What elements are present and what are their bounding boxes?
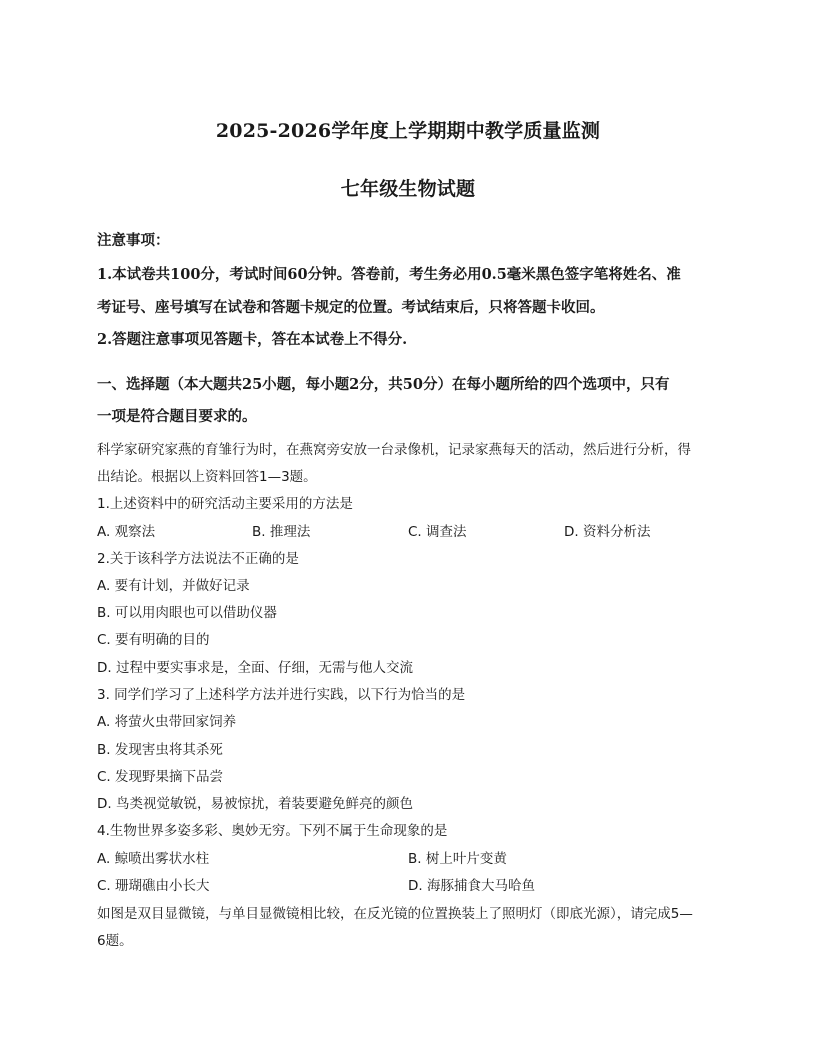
notice-heading: 注意事项： bbox=[97, 232, 170, 249]
page-subtitle: 七年级生物试题 bbox=[340, 178, 476, 200]
question-1-option-a: A. 观察法 bbox=[97, 524, 156, 540]
passage-line-1: 科学家研究家燕的育雏行为时，在燕窝旁安放一台录像机，记录家燕每天的活动，然后进行分析，得 bbox=[97, 442, 691, 458]
page-title: 2025-2026学年度上学期期中教学质量监测 bbox=[215, 120, 601, 142]
question-3-option-b: B. 发现害虫将其杀死 bbox=[97, 742, 223, 758]
question-4-option-d: D. 海豚捕食大马哈鱼 bbox=[408, 878, 535, 894]
question-1-option-c: C. 调查法 bbox=[408, 524, 467, 540]
question-1-stem: 1.上述资料中的研究活动主要采用的方法是 bbox=[97, 496, 353, 512]
notice-item-2: 2.答题注意事项见答题卡，答在本试卷上不得分. bbox=[97, 331, 408, 348]
question-4-option-a: A. 鲸喷出雾状水柱 bbox=[97, 851, 210, 867]
question-1-option-d: D. 资料分析法 bbox=[564, 524, 651, 540]
question-4-stem: 4.生物世界多姿多彩、奥妙无穷。下列不属于生命现象的是 bbox=[97, 823, 448, 839]
question-4-option-b: B. 树上叶片变黄 bbox=[408, 851, 507, 867]
passage-2-line-2: 6题。 bbox=[97, 933, 133, 949]
question-2-option-d: D. 过程中要实事求是，全面、仔细，无需与他人交流 bbox=[97, 660, 413, 676]
question-3-stem: 3. 同学们学习了上述科学方法并进行实践，以下行为恰当的是 bbox=[97, 687, 466, 703]
question-3-option-d: D. 鸟类视觉敏锐，易被惊扰，着装要避免鲜亮的颜色 bbox=[97, 796, 413, 812]
question-2-option-c: C. 要有明确的目的 bbox=[97, 632, 210, 648]
passage-2-line-1: 如图是双目显微镜，与单目显微镜相比较，在反光镜的位置换装上了照明灯（即底光源），请完成5— bbox=[97, 906, 693, 922]
question-2-stem: 2.关于该科学方法说法不正确的是 bbox=[97, 551, 299, 567]
section-heading-line-2: 一项是符合题目要求的。 bbox=[97, 408, 257, 425]
question-4-option-c: C. 珊瑚礁由小长大 bbox=[97, 878, 210, 894]
section-heading-line-1: 一、选择题（本大题共25小题，每小题2分，共50分）在每小题所给的四个选项中，只有 bbox=[97, 376, 670, 393]
question-3-option-c: C. 发现野果摘下品尝 bbox=[97, 769, 224, 785]
question-3-option-a: A. 将萤火虫带回家饲养 bbox=[97, 714, 237, 730]
question-1-option-b: B. 推理法 bbox=[252, 524, 311, 540]
notice-item-1-line-1: 1.本试卷共100分，考试时间60分钟。答卷前，考生务必用0.5毫米黑色签字笔将姓名、准 bbox=[97, 266, 681, 283]
question-2-option-b: B. 可以用肉眼也可以借助仪器 bbox=[97, 605, 277, 621]
passage-line-2: 出结论。根据以上资料回答1—3题。 bbox=[97, 469, 317, 485]
notice-item-1-line-2: 考证号、座号填写在试卷和答题卡规定的位置。考试结束后，只将答题卡收回。 bbox=[97, 299, 605, 316]
question-2-option-a: A. 要有计划，并做好记录 bbox=[97, 578, 250, 594]
